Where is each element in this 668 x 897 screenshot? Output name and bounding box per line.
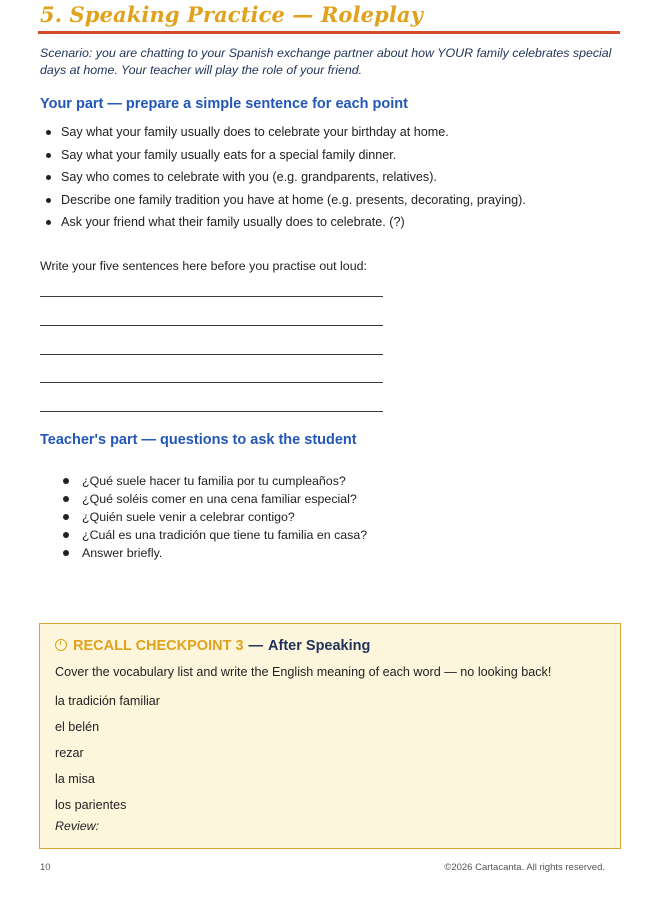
checkpoint-instruction: Cover the vocabulary list and write the English meaning of each word — no looking back! xyxy=(55,665,552,679)
review-label: Review: xyxy=(55,819,100,833)
teacher-questions-list xyxy=(62,472,482,562)
list-item: Ask your friend what their family usually does to celebrate. (?) xyxy=(45,211,615,234)
teacher-part-heading: Teacher's part — questions to ask the student xyxy=(40,432,357,448)
checkpoint-separator: — xyxy=(248,638,264,654)
answer-line-3[interactable] xyxy=(40,354,383,355)
answer-line-4[interactable] xyxy=(40,382,383,383)
copyright-notice: ©2026 Cartacanta. All rights reserved. xyxy=(444,862,605,873)
vocab-word: la misa xyxy=(55,772,95,786)
vocab-word: rezar xyxy=(55,746,84,760)
answer-line-5[interactable] xyxy=(40,411,383,412)
vocabulary-list xyxy=(55,688,160,818)
write-prompt: Write your five sentences here before you practise out loud: xyxy=(40,259,367,273)
student-points-list xyxy=(45,121,615,234)
list-item: Say who comes to celebrate with you (e.g. grandparents, relatives). xyxy=(45,166,615,189)
checkpoint-label: RECALL CHECKPOINT 3 xyxy=(73,638,244,654)
list-item: Say what your family usually eats for a special family dinner. xyxy=(45,144,615,167)
timer-icon xyxy=(55,639,67,651)
list-item: ¿Quién suele venir a celebrar contigo? xyxy=(62,508,482,526)
list-item: Describe one family tradition you have at home (e.g. presents, decorating, praying). xyxy=(45,189,615,212)
list-item: Answer briefly. xyxy=(62,544,482,562)
recall-checkpoint-box xyxy=(39,623,621,849)
title-divider xyxy=(38,31,620,34)
list-item: ¿Qué suele hacer tu familia por tu cumpleaños? xyxy=(62,472,482,490)
page-title: 5. Speaking Practice — Roleplay xyxy=(40,2,423,27)
vocab-word: la tradición familiar xyxy=(55,694,160,708)
list-item: Say what your family usually does to celebrate your birthday at home. xyxy=(45,121,615,144)
your-part-heading: Your part — prepare a simple sentence for each point xyxy=(40,96,408,112)
vocab-word: los parientes xyxy=(55,798,127,812)
scenario-text: Scenario: you are chatting to your Spanish exchange partner about how YOUR family celebrates special days at home. Your teacher will play the role of your friend. xyxy=(40,46,612,77)
vocab-word: el belén xyxy=(55,720,100,734)
checkpoint-subtitle: After Speaking xyxy=(268,638,371,654)
checkpoint-header xyxy=(55,638,370,654)
list-item: ¿Qué soléis comer en una cena familiar especial? xyxy=(62,490,482,508)
answer-line-2[interactable] xyxy=(40,325,383,326)
page-number: 10 xyxy=(40,862,51,873)
list-item: ¿Cuál es una tradición que tiene tu familia en casa? xyxy=(62,526,482,544)
answer-line-1[interactable] xyxy=(40,296,383,297)
